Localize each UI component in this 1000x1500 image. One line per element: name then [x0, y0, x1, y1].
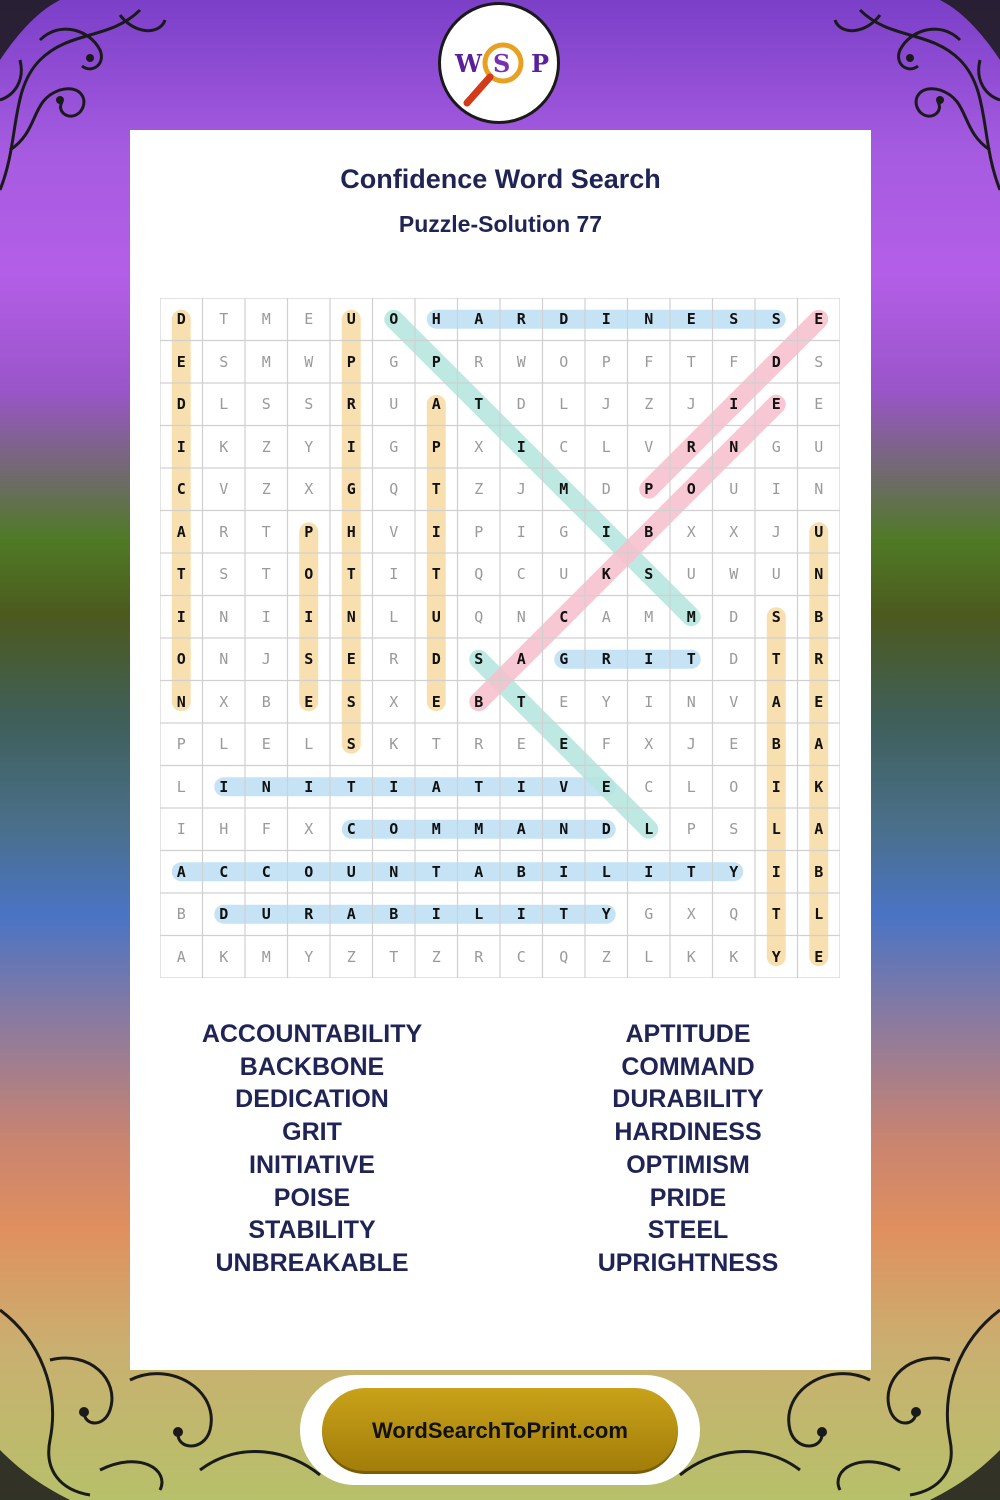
grid-cell[interactable]: J — [261, 650, 271, 669]
grid-cell[interactable]: A — [474, 862, 484, 881]
grid-cell[interactable]: Q — [729, 905, 739, 924]
grid-cell[interactable]: I — [389, 565, 399, 584]
grid-cell[interactable]: K — [601, 565, 611, 584]
grid-cell[interactable]: I — [644, 692, 654, 711]
grid-cell[interactable]: S — [304, 395, 314, 414]
grid-cell[interactable]: P — [644, 480, 654, 499]
grid-cell[interactable]: Z — [261, 480, 271, 499]
grid-cell[interactable]: I — [729, 395, 739, 414]
grid-cell[interactable]: S — [814, 352, 824, 371]
grid-cell[interactable]: U — [729, 480, 739, 499]
grid-cell[interactable]: H — [219, 820, 229, 839]
grid-cell[interactable]: Z — [474, 480, 484, 499]
grid-cell[interactable]: F — [601, 735, 611, 754]
grid-cell[interactable]: U — [261, 905, 271, 924]
grid-cell[interactable]: S — [644, 565, 654, 584]
grid-cell[interactable]: J — [516, 480, 526, 499]
grid-cell[interactable]: L — [559, 395, 569, 414]
word-search-grid — [160, 298, 840, 978]
grid-cell[interactable]: A — [601, 607, 611, 626]
grid-cell[interactable]: W — [729, 565, 739, 584]
grid-cell[interactable]: A — [346, 905, 356, 924]
grid-cell[interactable]: O — [304, 565, 314, 584]
grid-cell[interactable]: U — [771, 565, 781, 584]
grid-cell[interactable]: N — [686, 692, 696, 711]
grid-cell[interactable]: L — [686, 777, 696, 796]
grid-cell[interactable]: Q — [474, 565, 484, 584]
grid-cell[interactable]: N — [261, 777, 271, 796]
grid-cell[interactable]: D — [176, 395, 186, 414]
grid-cell[interactable]: O — [559, 352, 569, 371]
grid-cell[interactable]: G — [389, 437, 399, 456]
grid-cell[interactable]: X — [219, 692, 229, 711]
grid-cell[interactable]: J — [686, 735, 696, 754]
grid-cell[interactable]: I — [431, 905, 441, 924]
grid-cell[interactable]: W — [516, 352, 526, 371]
logo-letter-p: P — [531, 49, 550, 78]
grid-cell[interactable]: I — [516, 905, 526, 924]
grid-cell[interactable]: C — [219, 862, 229, 881]
grid-cell[interactable]: Q — [474, 607, 484, 626]
grid-cell[interactable]: K — [686, 947, 696, 966]
grid-cell[interactable]: E — [686, 310, 696, 329]
grid-cell[interactable]: A — [176, 947, 186, 966]
grid-cell[interactable]: B — [389, 905, 399, 924]
grid-cell[interactable]: O — [686, 480, 696, 499]
grid-cell[interactable]: L — [474, 905, 484, 924]
grid-cell[interactable]: V — [389, 522, 399, 541]
grid-cell[interactable]: A — [771, 692, 781, 711]
grid-cell[interactable]: T — [686, 862, 696, 881]
grid-cell[interactable]: R — [601, 650, 611, 669]
grid-cell[interactable]: M — [431, 820, 441, 839]
grid-cell[interactable]: Q — [559, 947, 569, 966]
grid-cell[interactable]: P — [346, 352, 356, 371]
grid-cell[interactable]: N — [346, 607, 356, 626]
grid-cell[interactable]: P — [431, 437, 441, 456]
grid-cell[interactable]: X — [304, 820, 314, 839]
grid-cell[interactable]: L — [176, 777, 186, 796]
grid-cell[interactable]: V — [219, 480, 229, 499]
grid-cell[interactable]: Q — [389, 480, 399, 499]
grid-cell[interactable]: I — [644, 862, 654, 881]
grid-cell[interactable]: X — [686, 522, 696, 541]
grid-cell[interactable]: S — [729, 310, 739, 329]
grid-cell[interactable]: T — [261, 522, 271, 541]
grid-cell[interactable]: E — [559, 692, 569, 711]
grid-cell[interactable]: I — [176, 820, 186, 839]
word-list-item: DURABILITY — [612, 1085, 764, 1114]
grid-cell[interactable]: R — [474, 352, 484, 371]
grid-cell[interactable]: K — [219, 437, 229, 456]
grid-cell[interactable]: D — [601, 480, 611, 499]
grid-cell[interactable]: Y — [771, 947, 781, 966]
grid-cell[interactable]: G — [346, 480, 356, 499]
grid-cell[interactable]: G — [389, 352, 399, 371]
grid-cell[interactable]: S — [346, 692, 356, 711]
grid-cell[interactable]: A — [176, 862, 186, 881]
grid-cell[interactable]: N — [729, 437, 739, 456]
grid-cell[interactable]: O — [729, 777, 739, 796]
grid-cell[interactable]: A — [814, 735, 824, 754]
grid-cell[interactable]: B — [176, 905, 186, 924]
grid-cell[interactable]: U — [389, 395, 399, 414]
grid-cell[interactable]: A — [516, 820, 526, 839]
grid-cell[interactable]: C — [261, 862, 271, 881]
grid-cell[interactable]: B — [771, 735, 781, 754]
grid-cell[interactable]: X — [389, 692, 399, 711]
grid-cell[interactable]: R — [474, 735, 484, 754]
word-list-item: INITIATIVE — [249, 1150, 375, 1179]
word-list-item: STABILITY — [248, 1216, 376, 1245]
grid-cell[interactable]: B — [474, 692, 484, 711]
grid-cell[interactable]: O — [389, 310, 399, 329]
grid-cell[interactable]: I — [601, 522, 611, 541]
grid-cell[interactable]: R — [389, 650, 399, 669]
grid-cell[interactable]: I — [516, 437, 526, 456]
grid-cell[interactable]: Y — [601, 905, 611, 924]
grid-cell[interactable]: N — [219, 607, 229, 626]
grid-cell[interactable]: C — [559, 437, 569, 456]
grid-cell[interactable]: E — [516, 735, 526, 754]
grid-cell[interactable]: E — [729, 735, 739, 754]
grid-cell[interactable]: N — [389, 862, 399, 881]
grid-cell[interactable]: T — [346, 565, 356, 584]
grid-cell[interactable]: M — [261, 352, 271, 371]
grid-cell[interactable]: W — [304, 352, 314, 371]
grid-cell[interactable]: A — [474, 310, 484, 329]
grid-cell[interactable]: V — [644, 437, 654, 456]
grid-cell[interactable]: I — [219, 777, 229, 796]
grid-cell[interactable]: V — [559, 777, 569, 796]
grid-cell[interactable]: S — [261, 395, 271, 414]
grid-cell[interactable]: K — [814, 777, 824, 796]
grid-cell[interactable]: R — [346, 395, 356, 414]
word-list-item: POISE — [273, 1183, 351, 1212]
grid-cell[interactable]: I — [304, 607, 314, 626]
grid-cell[interactable]: T — [686, 650, 696, 669]
logo-letter-w: W — [455, 49, 482, 78]
grid-cell[interactable]: M — [686, 607, 696, 626]
grid-cell[interactable]: E — [601, 777, 611, 796]
grid-cell[interactable]: I — [771, 480, 781, 499]
grid-cell[interactable]: I — [431, 522, 441, 541]
grid-cell[interactable]: Z — [431, 947, 441, 966]
grid-cell[interactable]: Y — [601, 692, 611, 711]
grid-cell[interactable]: R — [304, 905, 314, 924]
grid-cell[interactable]: C — [644, 777, 654, 796]
grid-cell[interactable]: O — [176, 650, 186, 669]
grid-cell[interactable]: K — [729, 947, 739, 966]
grid-cell[interactable]: G — [559, 522, 569, 541]
grid-cell[interactable]: M — [261, 310, 271, 329]
grid-cell[interactable]: E — [304, 310, 314, 329]
grid-cell[interactable]: R — [219, 522, 229, 541]
grid-cell[interactable]: E — [771, 395, 781, 414]
grid-cell[interactable]: E — [814, 310, 824, 329]
grid-cell[interactable]: C — [559, 607, 569, 626]
grid-cell[interactable]: T — [176, 565, 186, 584]
grid-cell[interactable]: A — [431, 777, 441, 796]
word-list-item: UNBREAKABLE — [215, 1248, 409, 1277]
grid-cell[interactable]: J — [771, 522, 781, 541]
grid-cell[interactable]: M — [559, 480, 569, 499]
grid-cell[interactable]: A — [814, 820, 824, 839]
grid-cell[interactable]: G — [771, 437, 781, 456]
wsp-logo[interactable] — [438, 2, 560, 124]
grid-cell[interactable]: F — [729, 352, 739, 371]
grid-cell[interactable]: S — [474, 650, 484, 669]
grid-cell[interactable]: I — [176, 607, 186, 626]
grid-cell[interactable]: T — [771, 905, 781, 924]
grid-cell[interactable]: P — [304, 522, 314, 541]
grid-cell[interactable]: L — [219, 735, 229, 754]
grid-cell[interactable]: I — [771, 862, 781, 881]
grid-cell[interactable]: L — [219, 395, 229, 414]
grid-cell[interactable]: U — [559, 565, 569, 584]
grid-cell[interactable]: X — [729, 522, 739, 541]
grid-cell[interactable]: B — [814, 862, 824, 881]
grid-cell[interactable]: O — [389, 820, 399, 839]
word-list-right — [488, 1018, 888, 1280]
grid-cell[interactable]: T — [346, 777, 356, 796]
grid-cell[interactable]: T — [261, 565, 271, 584]
grid-cell[interactable]: S — [219, 352, 229, 371]
grid-cell[interactable]: H — [346, 522, 356, 541]
grid-cell[interactable]: R — [516, 310, 526, 329]
grid-cell[interactable]: P — [686, 820, 696, 839]
grid-cell[interactable]: E — [261, 735, 271, 754]
grid-cell[interactable]: Z — [261, 437, 271, 456]
grid-cell[interactable]: R — [814, 650, 824, 669]
grid-cell[interactable]: E — [814, 395, 824, 414]
grid-cell[interactable]: J — [601, 395, 611, 414]
grid-cell[interactable]: O — [304, 862, 314, 881]
grid-cell[interactable]: P — [474, 522, 484, 541]
grid-cell[interactable]: R — [686, 437, 696, 456]
grid-cell[interactable]: E — [304, 692, 314, 711]
grid-cell[interactable]: X — [304, 480, 314, 499]
grid-cell[interactable]: T — [474, 395, 484, 414]
grid-cell[interactable]: B — [261, 692, 271, 711]
grid-cell[interactable]: L — [644, 947, 654, 966]
grid-cell[interactable]: B — [644, 522, 654, 541]
grid-cell[interactable]: T — [516, 692, 526, 711]
grid-cell[interactable]: N — [644, 310, 654, 329]
grid-cell[interactable]: Y — [304, 437, 314, 456]
grid-cell[interactable]: E — [814, 947, 824, 966]
grid-cell[interactable]: I — [176, 437, 186, 456]
grid-cell[interactable]: C — [516, 565, 526, 584]
grid-cell[interactable]: E — [346, 650, 356, 669]
letter-grid — [160, 298, 840, 978]
grid-cell[interactable]: T — [431, 862, 441, 881]
grid-cell[interactable]: L — [771, 820, 781, 839]
grid-cell[interactable]: D — [219, 905, 229, 924]
grid-cell[interactable]: X — [686, 905, 696, 924]
grid-cell[interactable]: R — [474, 947, 484, 966]
grid-cell[interactable]: I — [516, 777, 526, 796]
grid-cell[interactable]: L — [814, 905, 824, 924]
grid-cell[interactable]: T — [771, 650, 781, 669]
grid-cell[interactable]: T — [219, 310, 229, 329]
grid-cell[interactable]: T — [431, 565, 441, 584]
grid-cell[interactable]: X — [474, 437, 484, 456]
grid-cell[interactable]: H — [431, 310, 441, 329]
grid-cell[interactable]: D — [771, 352, 781, 371]
grid-cell[interactable]: X — [644, 735, 654, 754]
grid-cell[interactable]: U — [346, 862, 356, 881]
word-list-item: OPTIMISM — [626, 1150, 750, 1179]
grid-cell[interactable]: F — [644, 352, 654, 371]
grid-cell[interactable]: S — [729, 820, 739, 839]
grid-cell[interactable]: C — [516, 947, 526, 966]
grid-cell[interactable]: I — [644, 650, 654, 669]
grid-cell[interactable]: F — [261, 820, 271, 839]
grid-cell[interactable]: T — [431, 735, 441, 754]
grid-cell[interactable]: P — [601, 352, 611, 371]
grid-cell[interactable]: J — [686, 395, 696, 414]
grid-cell[interactable]: B — [814, 607, 824, 626]
grid-cell[interactable]: D — [516, 395, 526, 414]
grid-cell[interactable]: E — [431, 692, 441, 711]
word-list-item: APTITUDE — [625, 1020, 751, 1048]
page-subtitle: Puzzle-Solution 77 — [398, 211, 603, 237]
grid-cell[interactable]: S — [771, 607, 781, 626]
grid-cell[interactable]: S — [346, 735, 356, 754]
word-list-item: DEDICATION — [235, 1085, 389, 1114]
grid-cell[interactable]: I — [389, 777, 399, 796]
grid-cell[interactable]: A — [431, 395, 441, 414]
word-list-item: COMMAND — [621, 1052, 755, 1081]
grid-cell[interactable]: M — [474, 820, 484, 839]
website-link-button[interactable]: WordSearchToPrint.com — [322, 1388, 678, 1474]
grid-cell[interactable]: U — [346, 310, 356, 329]
word-list-item: HARDINESS — [614, 1118, 762, 1147]
grid-cell[interactable]: N — [559, 820, 569, 839]
grid-cell[interactable]: L — [644, 820, 654, 839]
grid-cell[interactable]: L — [304, 735, 314, 754]
word-list-item: STEEL — [647, 1216, 729, 1245]
grid-cell[interactable]: E — [814, 692, 824, 711]
grid-cell[interactable]: U — [431, 607, 441, 626]
grid-cell[interactable]: D — [176, 310, 186, 329]
grid-cell[interactable]: L — [389, 607, 399, 626]
grid-cell[interactable]: I — [771, 777, 781, 796]
grid-cell[interactable]: D — [601, 820, 611, 839]
grid-cell[interactable]: K — [219, 947, 229, 966]
grid-cell[interactable]: I — [304, 777, 314, 796]
logo-letter-s: S — [493, 49, 511, 78]
grid-cell[interactable]: Z — [601, 947, 611, 966]
grid-cell[interactable]: I — [601, 310, 611, 329]
word-list-left — [112, 1018, 512, 1280]
grid-cell[interactable]: M — [644, 607, 654, 626]
grid-cell[interactable]: U — [814, 437, 824, 456]
grid-cell[interactable]: I — [559, 862, 569, 881]
grid-cell[interactable]: Y — [304, 947, 314, 966]
grid-cell[interactable]: E — [559, 735, 569, 754]
grid-cell[interactable]: Y — [729, 862, 739, 881]
grid-cell[interactable]: Z — [644, 395, 654, 414]
grid-cell[interactable]: N — [814, 565, 824, 584]
grid-cell[interactable]: L — [601, 862, 611, 881]
grid-cell[interactable]: C — [176, 480, 186, 499]
grid-cell[interactable]: S — [219, 565, 229, 584]
grid-cell[interactable]: T — [559, 905, 569, 924]
word-list-item: BACKBONE — [239, 1052, 385, 1081]
grid-cell[interactable]: P — [431, 352, 441, 371]
word-list-item: PRIDE — [649, 1183, 727, 1212]
word-list-item: GRIT — [282, 1118, 342, 1147]
grid-cell[interactable]: T — [474, 777, 484, 796]
word-list-item: UPRIGHTNESS — [597, 1248, 779, 1277]
grid-cell[interactable]: A — [516, 650, 526, 669]
grid-cell[interactable]: N — [814, 480, 824, 499]
grid-cell[interactable]: A — [176, 522, 186, 541]
grid-cell[interactable]: I — [516, 522, 526, 541]
grid-cell[interactable]: S — [304, 650, 314, 669]
word-list-item: ACCOUNTABILITY — [201, 1020, 423, 1048]
grid-cell[interactable]: L — [601, 437, 611, 456]
grid-cell[interactable]: D — [729, 607, 739, 626]
page-title: Confidence Word Search — [340, 164, 661, 194]
grid-cell[interactable]: G — [559, 650, 569, 669]
grid-cell[interactable]: Z — [346, 947, 356, 966]
grid-cell[interactable]: N — [176, 692, 186, 711]
grid-cell[interactable]: S — [771, 310, 781, 329]
grid-cell[interactable]: G — [644, 905, 654, 924]
grid-cell[interactable]: N — [219, 650, 229, 669]
grid-cell[interactable]: D — [729, 650, 739, 669]
grid-cell[interactable]: T — [431, 480, 441, 499]
grid-cell[interactable]: V — [729, 692, 739, 711]
grid-cell[interactable]: U — [814, 522, 824, 541]
grid-cell[interactable]: K — [389, 735, 399, 754]
grid-cell[interactable]: U — [686, 565, 696, 584]
grid-cell[interactable]: E — [176, 352, 186, 371]
grid-cell[interactable]: P — [176, 735, 186, 754]
grid-cell[interactable]: T — [389, 947, 399, 966]
grid-cell[interactable]: N — [516, 607, 526, 626]
grid-cell[interactable]: D — [431, 650, 441, 669]
grid-cell[interactable]: I — [346, 437, 356, 456]
grid-cell[interactable]: B — [516, 862, 526, 881]
grid-cell[interactable]: T — [686, 352, 696, 371]
grid-cell[interactable]: M — [261, 947, 271, 966]
grid-cell[interactable]: I — [261, 607, 271, 626]
grid-cell[interactable]: D — [559, 310, 569, 329]
grid-cell[interactable]: C — [346, 820, 356, 839]
